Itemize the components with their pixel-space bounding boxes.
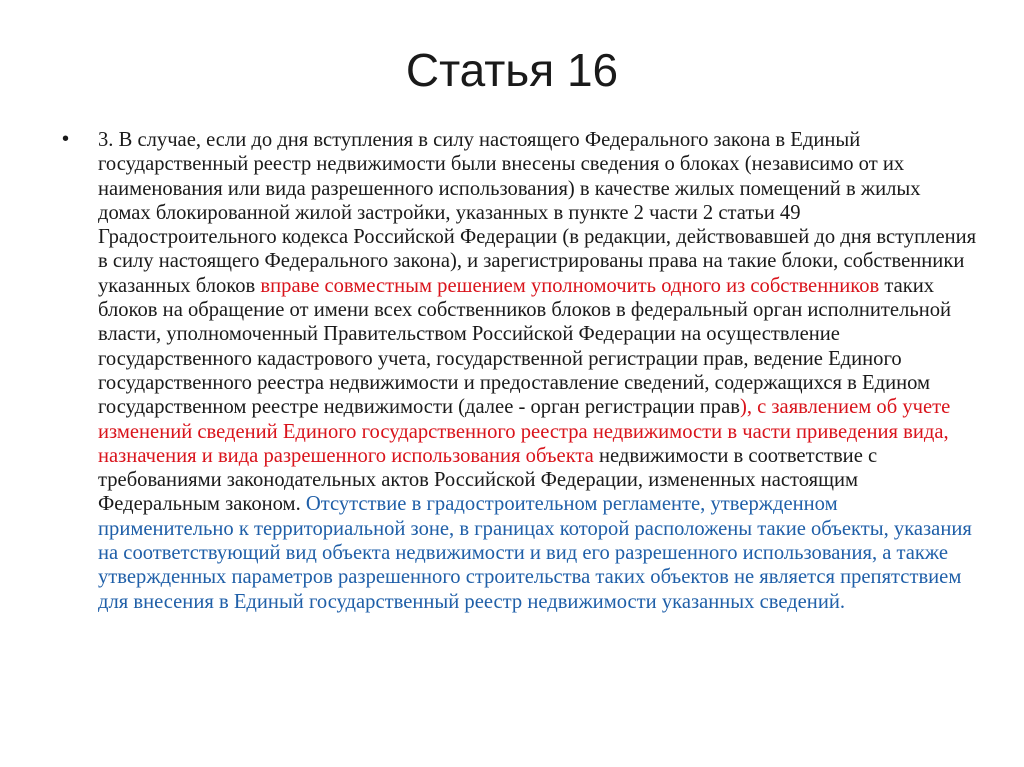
text-segment-black: таких блоков на обращение от имени всех собственников блоков в федеральный орган исполнительной власти, уполномоченный Правительством Российской Федерации на осуществление государственного кадастрового учета, государственной регистрации прав, ведение Единого государственного реестра недвижимости и предоставление сведений, содержащихся в Едином государственном реестре недвижимости (далее - орган регистрации прав	[98, 274, 952, 419]
bullet-marker: •	[62, 128, 70, 150]
text-segment-blue-highlight: Отсутствие в градостроительном регламенте, утвержденном применительно к территориальной зоне, в границах которой расположены такие объекты, указания на соответствующий вид объекта недвижимости и вид его разрешенного использования, а также утвержденных параметров разрешенного строительства таких объектов не является препятствием для внесения в Единый государственный реестр недвижимости указанных сведений.	[98, 493, 972, 613]
text-segment-black: недвижимости в соответствие с требованиями законодательных актов Российской Федерации, измененных настоящим Федеральным законом.	[98, 444, 878, 516]
article-paragraph	[98, 128, 978, 614]
text-segment-red-highlight: ), с заявлением об учете изменений сведений Единого государственного реестра недвижимости в части приведения вида, назначения и вида разрешенного использования объекта	[98, 396, 951, 467]
slide-title: Статья 16	[405, 44, 619, 96]
text-segment-black: 3. В случае, если до дня вступления в силу настоящего Федерального закона в Единый государственный реестр недвижимости были внесены сведения о блоках (независимо от их наименования или вида разрешенного использования) в качестве жилых помещений в жилых домах блокированной жилой застройки, указанных в пункте 2 части 2 статьи 49 Градостроительного кодекса Российской Федерации (в редакции, действовавшей до дня вступления в силу настоящего Федерального закона), и зарегистрированы права на такие блоки, собственники указанных блоков	[98, 129, 977, 297]
text-segment-red-highlight: вправе совместным решением уполномочить одного из собственников	[260, 274, 880, 297]
